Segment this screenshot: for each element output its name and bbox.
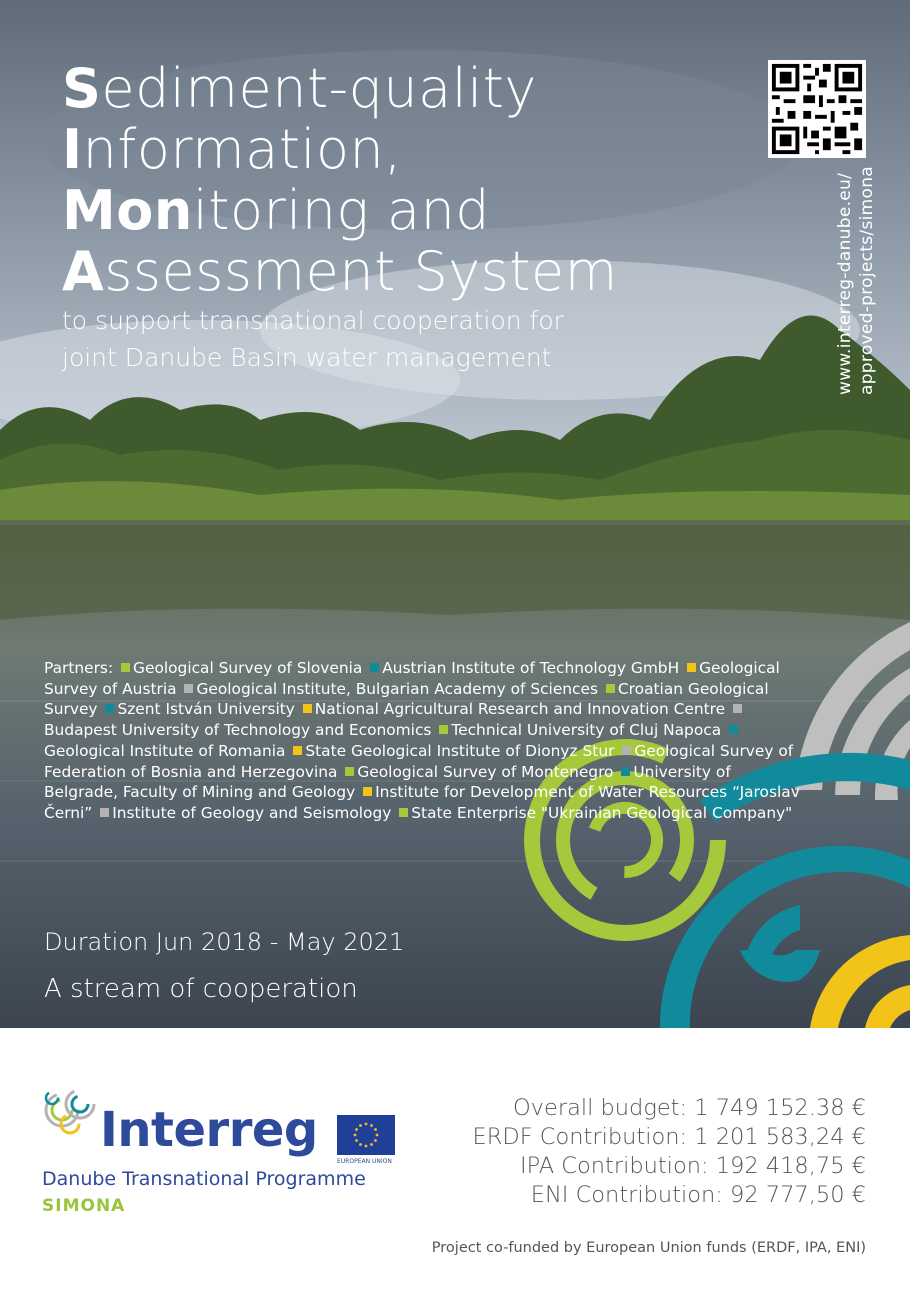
partner-name: Austrian Institute of Technology GmbH [382,659,680,677]
partner-name: Geological Survey of Austria [44,659,780,698]
partner-name: Technical University of Cluj Napoca [451,721,722,740]
partner-name: Szent István University [117,700,295,719]
title-initial: S [62,57,102,120]
partner-item [102,700,294,718]
partner-name: National Agricultural Research and Innovation Centre [314,700,726,719]
partner-bullet-icon [687,663,696,672]
partner-name: Institute for Development of Water Resources “Jaroslav Černi” [44,783,800,822]
title-line-2 [62,119,618,180]
partner-bullet-icon [439,725,448,734]
partner-bullet-icon [293,746,302,755]
partner-name: Institute of Geology and Seismology [112,803,392,822]
slogan: A stream of cooperation [44,974,358,1004]
partner-bullet-icon [733,704,742,713]
partner-item [342,763,613,781]
ipa-contribution: IPA Contribution: 192 418,75 € [519,1153,866,1179]
partners-label: Partners: [44,659,114,677]
partner-bullet-icon [105,704,114,713]
subtitle-line-1: to support transnational cooperation for [62,306,564,335]
partner-item [300,700,725,718]
title-rest: itoring and [192,179,491,242]
title-initial: I [62,118,83,181]
partner-name: Budapest University of Technology and Economics [44,721,432,740]
subtitle-line-2: joint Danube Basin water management [62,343,552,372]
partner-item [97,804,391,822]
partner-item [181,680,598,698]
title-line-3 [62,180,618,241]
eu-label: EUROPEAN UNION [337,1158,392,1165]
partner-name: Geological Survey of Slovenia [133,659,363,677]
partner-bullet-icon [621,767,630,776]
partner-bullet-icon [184,684,193,693]
partner-name: Geological Survey of Montenegro [357,762,614,781]
partner-bullet-icon [399,808,408,817]
partner-name: Croatian Geological Survey [44,679,769,719]
partner-name: Geological Survey of Federation of Bosnia and Herzegovina [44,741,794,781]
title-line-4 [62,241,618,302]
partner-item [118,659,362,677]
project-duration: Duration Jun 2018 - May 2021 [44,928,405,956]
partner-item [436,721,721,739]
partner-item [396,804,792,822]
programme-name: Danube Transnational Programme [42,1168,366,1190]
interreg-wordmark: Interreg [100,1102,318,1158]
partner-bullet-icon [303,704,312,713]
poster-title [62,58,618,302]
partner-name: University of Belgrade, Faculty of Mining and Geology [44,762,731,802]
partner-bullet-icon [622,746,631,755]
partner-items [44,659,800,822]
partner-name: State Enterprise "Ukrainian Geological Company" [411,803,793,822]
partner-bullet-icon [370,663,379,672]
poster-subtitle [62,302,662,376]
eu-flag-icon [337,1115,395,1155]
interreg-logo [40,1082,420,1222]
title-rest: ssessment System [104,240,618,303]
funding-note: Project co-funded by European Union funds (ERDF, IPA, ENI) [431,1240,866,1256]
partner-bullet-icon [345,767,354,776]
title-initial: A [62,240,105,303]
partner-name: Geological Institute, Bulgarian Academy of Sciences [196,679,599,698]
budget-block [473,1094,866,1210]
partner-bullet-icon [729,725,738,734]
project-acronym: SIMONA [42,1196,126,1216]
partner-bullet-icon [121,663,130,672]
partner-name: State Geological Institute of Dionyz Stur [305,741,615,760]
erdf-contribution: ERDF Contribution: 1 201 583,24 € [472,1124,866,1150]
partner-bullet-icon [100,808,109,817]
eni-contribution: ENI Contribution: 92 777,50 € [530,1182,866,1208]
partner-item [290,742,614,760]
title-line-1 [62,58,618,119]
url-line-1[interactable]: www.interreg-danube.eu/ [835,172,855,395]
partner-bullet-icon [606,684,615,693]
title-initial: Mon [62,179,193,242]
project-url[interactable] [820,165,880,395]
url-line-2[interactable]: approved-projects/simona [857,166,877,395]
title-rest: nformation, [82,118,402,181]
overall-budget: Overall budget: 1 749 152.38 € [512,1095,866,1121]
qr-code-icon[interactable] [768,60,866,158]
partner-bullet-icon [363,787,372,796]
title-rest: ediment-quality [101,57,537,120]
partner-name: Geological Institute of Romania [44,741,286,760]
partner-item [367,659,679,677]
partners-list [44,658,804,824]
